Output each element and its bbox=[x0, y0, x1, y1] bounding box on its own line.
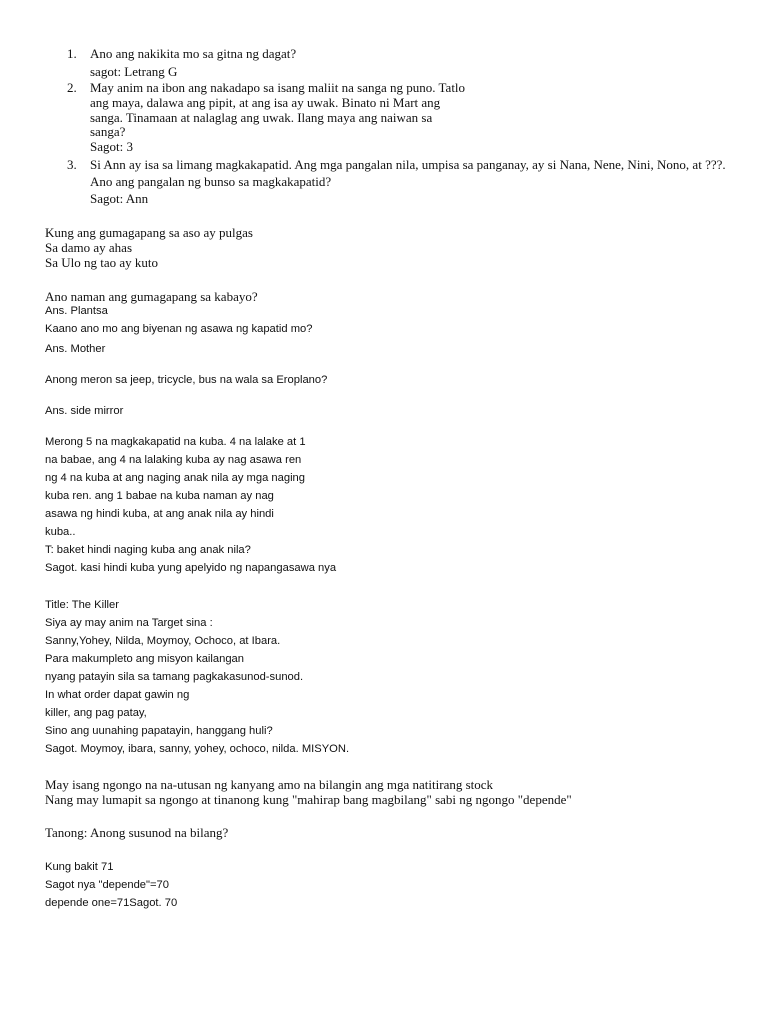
ngongo-story-line: May isang ngongo na na-utusan ng kanyang amo na bilangin ang mga natitirang stock bbox=[45, 777, 494, 792]
ngongo-story-line: Nang may lumapit sa ngongo at tinanong kung "mahirap bang magbilang" sabi ng ngongo "depende" bbox=[45, 792, 572, 807]
answer-jeep: Ans. side mirror bbox=[45, 405, 124, 417]
answer-kabayo: Ans. Plantsa bbox=[45, 305, 108, 317]
question-1-text: Ano ang nakikita mo sa gitna ng dagat? bbox=[90, 46, 297, 61]
question-3-line: Ano ang pangalan ng bunso sa magkakapatid? bbox=[90, 174, 332, 189]
question-2-line: sanga. Tinamaan at nalaglag ang uwak. Ilang maya ang naiwan sa bbox=[90, 110, 433, 125]
riddle-line: Sa damo ay ahas bbox=[45, 240, 133, 255]
answer-biyenan: Ans. Mother bbox=[45, 343, 106, 355]
list-number-3: 3. bbox=[67, 157, 77, 172]
question-2-line: sanga? bbox=[90, 124, 126, 139]
list-number-2: 2. bbox=[67, 80, 77, 95]
answer-1-text: sagot: Letrang G bbox=[90, 64, 178, 79]
ngongo-question: Tanong: Anong susunod na bilang? bbox=[45, 825, 229, 840]
kuba-story-line: kuba ren. ang 1 babae na kuba naman ay nag bbox=[45, 490, 274, 502]
answer-3-text: Sagot: Ann bbox=[90, 191, 149, 206]
killer-answer: Sagot. Moymoy, ibara, sanny, yohey, ochoco, nilda. MISYON. bbox=[45, 743, 350, 755]
question-kabayo: Ano naman ang gumagapang sa kabayo? bbox=[45, 289, 258, 304]
kuba-story-line: Merong 5 na magkakapatid na kuba. 4 na lalake at 1 bbox=[45, 436, 306, 448]
kuba-story-line: ng 4 na kuba at ang naging anak nila ay mga naging bbox=[45, 472, 306, 484]
riddle-line: Kung ang gumagapang sa aso ay pulgas bbox=[45, 225, 253, 240]
killer-story-line: Siya ay may anim na Target sina : bbox=[45, 617, 213, 629]
ngongo-answer-line: Sagot nya "depende"=70 bbox=[45, 879, 169, 891]
kuba-story-line: na babae, ang 4 na lalaking kuba ay nag asawa ren bbox=[45, 454, 302, 466]
list-number-1: 1. bbox=[67, 46, 77, 61]
question-biyenan: Kaano ano mo ang biyenan ng asawa ng kapatid mo? bbox=[45, 323, 313, 335]
kuba-question: T: baket hindi naging kuba ang anak nila? bbox=[45, 544, 251, 556]
answer-2-text: Sagot: 3 bbox=[90, 139, 133, 154]
killer-story-line: killer, ang pag patay, bbox=[45, 707, 147, 719]
ngongo-answer-line: Kung bakit 71 bbox=[45, 861, 114, 873]
killer-story-line: Para makumpleto ang misyon kailangan bbox=[45, 653, 244, 665]
ngongo-answer-line: depende one=71Sagot. 70 bbox=[45, 897, 178, 909]
kuba-story-line: kuba.. bbox=[45, 526, 76, 538]
killer-story-line: Sanny,Yohey, Nilda, Moymoy, Ochoco, at Ibara. bbox=[45, 635, 281, 647]
killer-question: Sino ang uunahing papatayin, hanggang huli? bbox=[45, 725, 273, 737]
question-jeep: Anong meron sa jeep, tricycle, bus na wala sa Eroplano? bbox=[45, 374, 328, 386]
question-3-line: Si Ann ay isa sa limang magkakapatid. Ang mga pangalan nila, umpisa sa panganay, ay si Nana, Nene, Nini, Nono, at ???. bbox=[90, 157, 726, 172]
killer-story-line: In what order dapat gawin ng bbox=[45, 689, 190, 701]
killer-story-line: nyang patayin sila sa tamang pagkakasunod-sunod. bbox=[45, 671, 304, 683]
question-2-line: May anim na ibon ang nakadapo sa isang maliit na sanga ng puno. Tatlo bbox=[90, 80, 466, 95]
riddle-line: Sa Ulo ng tao ay kuto bbox=[45, 255, 159, 270]
kuba-answer: Sagot. kasi hindi kuba yung apelyido ng napangasawa nya bbox=[45, 562, 337, 574]
question-2-line: ang maya, dalawa ang pipit, at ang isa ay uwak. Binato ni Mart ang bbox=[90, 95, 441, 110]
killer-title: Title: The Killer bbox=[45, 599, 119, 611]
kuba-story-line: asawa ng hindi kuba, at ang anak nila ay hindi bbox=[45, 508, 274, 520]
